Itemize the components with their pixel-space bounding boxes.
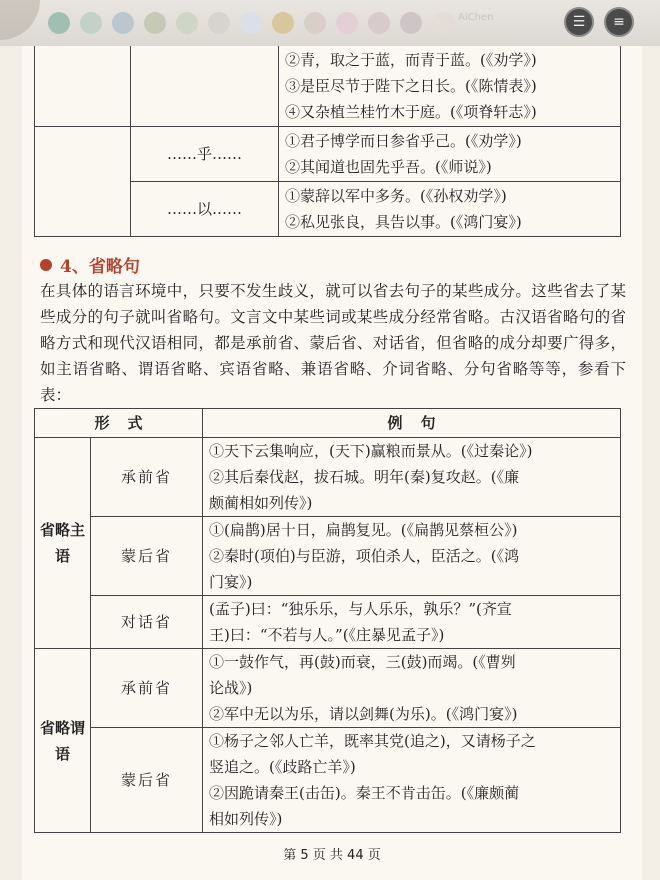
category-cell: 省略谓语: [35, 649, 91, 833]
subtype-cell: 承前省: [91, 649, 203, 728]
subtype-cell: 蒙后省: [91, 728, 203, 833]
table-row: [35, 596, 621, 649]
table-row: [35, 438, 621, 517]
color-swatch[interactable]: [368, 12, 390, 34]
column-header-form: 形式: [35, 409, 203, 438]
example-cell: ①天下云集响应，(天下)赢粮而景从。(《过秦论》) ②其后秦伐赵，拔石城。明年(秦)复攻赵。(《廉 颇蔺相如列传》): [203, 438, 621, 517]
form-cell: ……乎……: [131, 127, 279, 182]
subtype-cell: 蒙后省: [91, 517, 203, 596]
menu-icon[interactable]: ☰: [564, 7, 594, 37]
color-swatch-row: [48, 12, 454, 34]
column-header-example: 例句: [203, 409, 621, 438]
form-cell: ……以……: [131, 182, 279, 237]
section-heading: 4、省略句: [40, 252, 140, 277]
table-row: [35, 46, 621, 127]
color-swatch[interactable]: [176, 12, 198, 34]
example-cell: ②青，取之于蓝，而青于蓝。(《劝学》) ③是臣尽节于陛下之日长。(《陈情表》) ④又杂植兰桂竹木于庭。(《项脊轩志》): [279, 46, 621, 127]
table-row: [35, 728, 621, 833]
subtype-cell: 承前省: [91, 438, 203, 517]
color-swatch[interactable]: [240, 12, 262, 34]
example-cell: ①蒙辞以军中多务。(《孙权劝学》) ②私见张良，具告以事。(《鸿门宴》): [279, 182, 621, 237]
document-page: [22, 46, 642, 880]
color-swatch[interactable]: [48, 12, 70, 34]
color-swatch[interactable]: [432, 12, 454, 34]
table-row: [35, 517, 621, 596]
top-toolbar: [0, 0, 660, 46]
color-swatch[interactable]: [304, 12, 326, 34]
ellipsis-table: [34, 408, 621, 833]
watermark: AiChen: [458, 12, 494, 23]
section-paragraph: 在具体的语言环境中，只要不发生歧义，就可以省去句子的某些成分。这些省去了某些成分的句子就叫省略句。文言文中某些词或某些成分经常省略。古汉语省略句的省略方式和现代汉语相同，都是承前省、蒙后省、对话省，但省略的成分却要广得多，如主语省略、谓语省略、宾语省略、兼语省略、介词省略、分句省略等等，参看下表：: [40, 282, 626, 404]
example-cell: ①君子博学而日参省乎己。(《劝学》) ②其闻道也固先乎吾。(《师说》): [279, 127, 621, 182]
table-row: [35, 127, 621, 182]
color-swatch[interactable]: [80, 12, 102, 34]
example-cell: ①一鼓作气，再(鼓)而衰，三(鼓)而竭。(《曹刿 论战》) ②军中无以为乐，请以剑舞(为乐)。(《鸿门宴》): [203, 649, 621, 728]
table-header-row: [35, 409, 621, 438]
list-icon[interactable]: ≡: [604, 7, 634, 37]
subtype-cell: 对话省: [91, 596, 203, 649]
corner-ornament: [0, 0, 40, 40]
color-swatch[interactable]: [400, 12, 422, 34]
example-cell: ①(扁鹊)居十日，扁鹊复见。(《扁鹊见蔡桓公》) ②秦时(项伯)与臣游，项伯杀人，臣活之。(《鸿 门宴》): [203, 517, 621, 596]
example-cell: ①杨子之邻人亡羊，既率其党(追之)，又请杨子之 竖追之。(《歧路亡羊》) ②因跪请秦王(击缶)。秦王不肯击缶。(《廉颇蔺 相如列传》): [203, 728, 621, 833]
color-swatch[interactable]: [112, 12, 134, 34]
example-cell: (孟子)曰：“独乐乐，与人乐乐，孰乐？”(齐宣 王)曰：“不若与人。”(《庄暴见孟子》): [203, 596, 621, 649]
color-swatch[interactable]: [336, 12, 358, 34]
category-cell: 省略主语: [35, 438, 91, 649]
bullet-icon: [40, 259, 52, 271]
table-row: [35, 649, 621, 728]
page-number: 第 5 页 共 44 页: [283, 848, 381, 863]
color-swatch[interactable]: [272, 12, 294, 34]
grammar-table-continued: [34, 46, 621, 237]
color-swatch[interactable]: [144, 12, 166, 34]
color-swatch[interactable]: [208, 12, 230, 34]
